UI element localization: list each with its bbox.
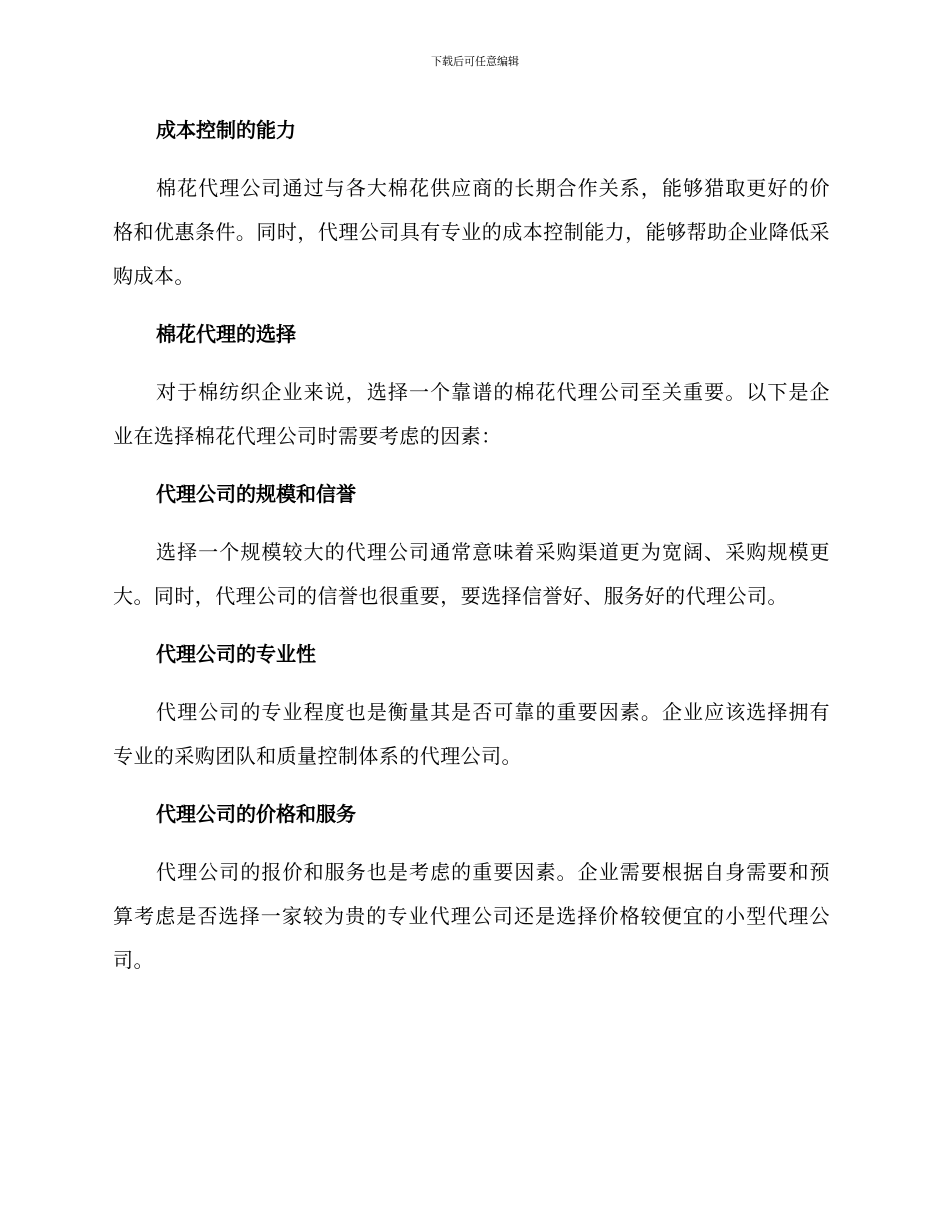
section-heading-professionalism: 代理公司的专业性 [156,642,316,666]
section-paragraph-professionalism: 代理公司的专业程度也是衡量其是否可靠的重要因素。企业应该选择拥有专业的采购团队和质量控制体系的代理公司。 [113,700,830,768]
section-paragraph-agent-selection: 对于棉纺织企业来说，选择一个靠谱的棉花代理公司至关重要。以下是企业在选择棉花代理公司时需要考虑的因素： [113,380,830,448]
section-paragraph-scale-reputation: 选择一个规模较大的代理公司通常意味着采购渠道更为宽阔、采购规模更大。同时，代理公司的信誉也很重要，要选择信誉好、服务好的代理公司。 [113,540,830,608]
section-heading-scale-reputation: 代理公司的规模和信誉 [156,482,356,506]
section-paragraph-cost-control: 棉花代理公司通过与各大棉花供应商的长期合作关系，能够猎取更好的价格和优惠条件。同时，代理公司具有专业的成本控制能力，能够帮助企业降低采购成本。 [113,176,830,288]
section-heading-agent-selection: 棉花代理的选择 [156,322,296,346]
section-heading-price-service: 代理公司的价格和服务 [156,802,356,826]
section-paragraph-price-service: 代理公司的报价和服务也是考虑的重要因素。企业需要根据自身需要和预算考虑是否选择一家较为贵的专业代理公司还是选择价格较便宜的小型代理公司。 [113,860,830,972]
page-header-note: 下载后可任意编辑 [431,55,519,68]
section-heading-cost-control: 成本控制的能力 [156,118,296,142]
document-body [113,108,830,982]
